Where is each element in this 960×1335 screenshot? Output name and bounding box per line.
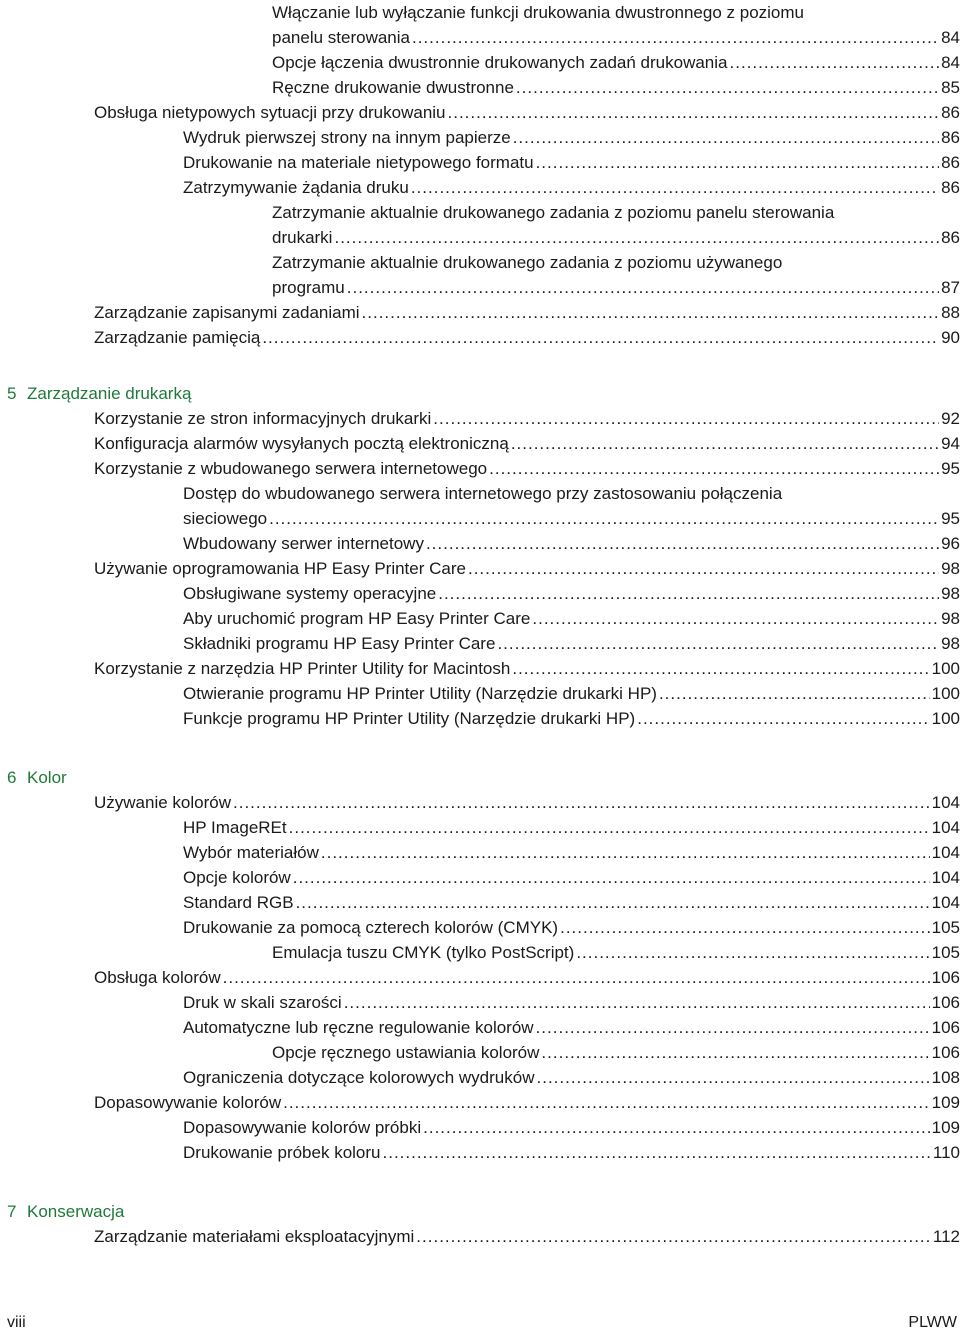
toc-entry[interactable]: [0, 915, 960, 940]
chapter-number: 6: [7, 768, 17, 787]
toc-leader-row: [183, 1140, 960, 1165]
toc-entry-line: [0, 150, 960, 175]
toc-entry[interactable]: [0, 456, 960, 481]
toc-entry[interactable]: [0, 125, 960, 150]
toc-entry[interactable]: [0, 940, 960, 965]
dot-leader: [344, 990, 930, 1015]
toc-page-number: 85: [941, 78, 960, 97]
toc-leader-row: [183, 840, 960, 865]
toc-entry-line: [0, 506, 960, 531]
toc-page-number: 109: [931, 1118, 960, 1137]
toc-page-number: 95: [941, 459, 960, 478]
dot-leader: [516, 75, 939, 100]
toc-entry-title: sieciowego: [183, 506, 269, 531]
toc-entry-line: [0, 1224, 960, 1249]
dot-leader: [489, 456, 939, 481]
toc-entry-title: Używanie kolorów: [94, 790, 233, 815]
dot-leader: [233, 790, 930, 815]
toc-entry-line: [0, 865, 960, 890]
toc-entry-title: Wbudowany serwer internetowy: [183, 531, 426, 556]
toc-entry-title: Dostęp do wbudowanego serwera internetowego przy zastosowaniu połączenia: [183, 484, 783, 503]
dot-leader: [512, 656, 929, 681]
toc-page-number: 98: [941, 584, 960, 603]
toc-entry-title: Obsługa kolorów: [94, 965, 223, 990]
toc-entry-title: HP ImageREt: [183, 815, 289, 840]
toc-entry-title: Zatrzymywanie żądania druku: [183, 175, 411, 200]
toc-leader-row: [183, 175, 960, 200]
page-number: viii: [7, 1314, 26, 1331]
dot-leader: [513, 125, 939, 150]
toc-entry-line: [0, 275, 960, 300]
toc-entry[interactable]: [0, 531, 960, 556]
toc-entry[interactable]: [0, 815, 960, 840]
toc-page-number: 104: [931, 868, 960, 887]
toc-entry-title: Druk w skali szarości: [183, 990, 344, 1015]
toc-entry-title: Zatrzymanie aktualnie drukowanego zadania z poziomu używanego: [272, 253, 783, 272]
toc-page-number: 86: [941, 228, 960, 247]
toc-leader-row: [183, 631, 960, 656]
toc-entry[interactable]: [0, 300, 960, 325]
dot-leader: [468, 556, 939, 581]
dot-leader: [511, 431, 939, 456]
toc-entry[interactable]: [0, 50, 960, 75]
toc-page-number: 106: [931, 1018, 960, 1037]
toc-entry-line: [0, 990, 960, 1015]
dot-leader: [536, 1015, 930, 1040]
toc-entry-title: Wydruk pierwszej strony na innym papierze: [183, 125, 513, 150]
dot-leader: [416, 1224, 931, 1249]
toc-page-number: 106: [931, 1043, 960, 1062]
toc-entry-line: [0, 200, 960, 225]
toc-leader-row: [183, 1115, 960, 1140]
toc-entry[interactable]: [0, 431, 960, 456]
dot-leader: [412, 25, 939, 50]
toc-page-number: 84: [941, 28, 960, 47]
toc-leader-row: [94, 965, 960, 990]
toc-page-number: 88: [941, 303, 960, 322]
toc-entry[interactable]: [0, 325, 960, 350]
toc-page-number: 100: [931, 709, 960, 728]
toc-leader-row: [183, 681, 960, 706]
dot-leader: [537, 1065, 930, 1090]
toc-page-number: 100: [931, 684, 960, 703]
toc-entry-title: Korzystanie ze stron informacyjnych drukarki: [94, 406, 433, 431]
toc-entry[interactable]: [0, 790, 960, 815]
toc-leader-row: [183, 581, 960, 606]
toc-entry[interactable]: [0, 1115, 960, 1140]
toc-entry-title: Standard RGB: [183, 890, 296, 915]
dot-leader: [532, 606, 939, 631]
toc-page-number: 108: [931, 1068, 960, 1087]
toc-entry-line: [0, 175, 960, 200]
toc-entry-line: [0, 581, 960, 606]
toc-entry-line: [0, 915, 960, 940]
toc-entry-line: [0, 606, 960, 631]
toc-entry[interactable]: [0, 631, 960, 656]
toc-leader-row: [272, 940, 960, 965]
toc-page-number: 98: [941, 634, 960, 653]
toc-entry-line: [0, 50, 960, 75]
toc-entry[interactable]: [0, 1224, 960, 1249]
toc-entry-title: programu: [272, 275, 347, 300]
toc-leader-row: [94, 325, 960, 350]
toc-entry-title: Dopasowywanie kolorów próbki: [183, 1115, 423, 1140]
toc-entry-line: [0, 940, 960, 965]
toc-leader-row: [272, 225, 960, 250]
toc-entry-line: [0, 1140, 960, 1165]
dot-leader: [321, 840, 930, 865]
document-code: PLWW: [908, 1314, 957, 1331]
toc-entry-title: Dopasowywanie kolorów: [94, 1090, 283, 1115]
toc-leader-row: [183, 125, 960, 150]
toc-entry-title: Włączanie lub wyłączanie funkcji drukowania dwustronnego z poziomu: [272, 3, 804, 22]
toc-leader-row: [94, 431, 960, 456]
toc-leader-row: [94, 456, 960, 481]
toc-leader-row: [183, 150, 960, 175]
toc-page-number: 104: [931, 843, 960, 862]
dot-leader: [448, 100, 940, 125]
toc-page-number: 105: [931, 918, 960, 937]
toc-entry-line: [0, 75, 960, 100]
dot-leader: [497, 631, 939, 656]
toc-page-number: 104: [931, 818, 960, 837]
toc-entry-line: [0, 531, 960, 556]
toc-entry-line: [0, 1015, 960, 1040]
toc-page-number: 92: [941, 409, 960, 428]
toc-entry[interactable]: [0, 890, 960, 915]
toc-entry[interactable]: [0, 0, 960, 50]
toc-entry-title: Automatyczne lub ręczne regulowanie kolorów: [183, 1015, 536, 1040]
toc-entry-title: Funkcje programu HP Printer Utility (Narzędzie drukarki HP): [183, 706, 637, 731]
dot-leader: [296, 890, 930, 915]
toc-entry-title: Emulacja tuszu CMYK (tylko PostScript): [272, 940, 576, 965]
toc-leader-row: [272, 25, 960, 50]
dot-leader: [536, 150, 940, 175]
toc-leader-row: [183, 990, 960, 1015]
toc-entry[interactable]: [0, 840, 960, 865]
toc-leader-row: [183, 815, 960, 840]
toc-page-number: 104: [931, 893, 960, 912]
toc-page-number: 95: [941, 509, 960, 528]
toc-page-number: 100: [931, 659, 960, 678]
toc-page-number: 84: [941, 53, 960, 72]
chapter-heading[interactable]: [7, 1199, 124, 1224]
toc-entry-line: [0, 325, 960, 350]
dot-leader: [433, 406, 939, 431]
toc-entry-title: panelu sterowania: [272, 25, 412, 50]
toc-leader-row: [183, 531, 960, 556]
toc-entry-line: [0, 431, 960, 456]
toc-entry-line: [0, 481, 960, 506]
toc-page-number: 112: [932, 1227, 960, 1246]
toc-page-number: 110: [932, 1143, 960, 1162]
toc-entry-line: [0, 890, 960, 915]
toc-entry-line: [0, 631, 960, 656]
toc-leader-row: [183, 1015, 960, 1040]
dot-leader: [334, 225, 939, 250]
toc-entry-title: Ręczne drukowanie dwustronne: [272, 75, 516, 100]
chapter-number: 7: [7, 1202, 17, 1221]
toc-entry-title: Używanie oprogramowania HP Easy Printer Care: [94, 556, 468, 581]
dot-leader: [637, 706, 929, 731]
chapter-title: Zarządzanie drukarką: [27, 384, 192, 403]
dot-leader: [289, 815, 930, 840]
dot-leader: [293, 865, 930, 890]
toc-entry-line: [0, 706, 960, 731]
toc-page-number: 104: [931, 793, 960, 812]
toc-entry-line: [0, 25, 960, 50]
toc-entry-title: Opcje kolorów: [183, 865, 293, 890]
toc-entry-line: [0, 125, 960, 150]
toc-entry-line: [0, 965, 960, 990]
toc-leader-row: [183, 1065, 960, 1090]
toc-entry-line: [0, 556, 960, 581]
dot-leader: [411, 175, 939, 200]
toc-entry-line: [0, 1065, 960, 1090]
toc-entry[interactable]: [0, 100, 960, 125]
toc-entry-title: Drukowanie na materiale nietypowego formatu: [183, 150, 536, 175]
toc-entry[interactable]: [0, 681, 960, 706]
toc-leader-row: [183, 890, 960, 915]
toc-page-number: 86: [941, 153, 960, 172]
toc-entry[interactable]: [0, 1090, 960, 1115]
toc-entry[interactable]: [0, 656, 960, 681]
toc-leader-row: [183, 506, 960, 531]
toc-entry[interactable]: [0, 75, 960, 100]
toc-page-number: 90: [941, 328, 960, 347]
dot-leader: [730, 50, 940, 75]
toc-entry-line: [0, 406, 960, 431]
toc-entry-title: Wybór materiałów: [183, 840, 321, 865]
toc-entry-line: [0, 250, 960, 275]
toc-leader-row: [183, 915, 960, 940]
toc-leader-row: [272, 75, 960, 100]
toc-entry-line: [0, 790, 960, 815]
toc-entry-line: [0, 840, 960, 865]
toc-entry-title: Korzystanie z narzędzia HP Printer Utility for Macintosh: [94, 656, 512, 681]
toc-entry-title: Obsługiwane systemy operacyjne: [183, 581, 438, 606]
toc-entry[interactable]: [0, 990, 960, 1015]
toc-leader-row: [94, 406, 960, 431]
toc-entry[interactable]: [0, 1015, 960, 1040]
toc-entry-title: Zarządzanie materiałami eksploatacyjnymi: [94, 1224, 416, 1249]
dot-leader: [541, 1040, 929, 1065]
toc-entry[interactable]: [0, 581, 960, 606]
toc-entry[interactable]: [0, 175, 960, 200]
toc-page-number: 106: [931, 993, 960, 1012]
toc-entry[interactable]: [0, 556, 960, 581]
toc-entry-title: Obsługa nietypowych sytuacji przy drukowaniu: [94, 100, 448, 125]
toc-page-number: 87: [941, 278, 960, 297]
dot-leader: [659, 681, 930, 706]
toc-entry-title: drukarki: [272, 225, 334, 250]
toc-entry-line: [0, 1090, 960, 1115]
dot-leader: [269, 506, 939, 531]
toc-entry[interactable]: [0, 250, 960, 300]
toc-page-number: 98: [941, 559, 960, 578]
toc-entry-title: Drukowanie próbek koloru: [183, 1140, 383, 1165]
toc-page-number: 96: [941, 534, 960, 553]
toc-entry-title: Ograniczenia dotyczące kolorowych wydruków: [183, 1065, 537, 1090]
toc-page-number: 106: [931, 968, 960, 987]
chapter-title: Kolor: [27, 768, 67, 787]
toc-page-number: 86: [941, 128, 960, 147]
toc-entry-line: [0, 0, 960, 25]
toc-leader-row: [183, 706, 960, 731]
toc-page-number: 94: [941, 434, 960, 453]
toc-entry-line: [0, 100, 960, 125]
toc-page-number: 98: [941, 609, 960, 628]
toc-entry[interactable]: [0, 481, 960, 531]
dot-leader: [426, 531, 939, 556]
toc-entry[interactable]: [0, 606, 960, 631]
toc-entry-title: Zarządzanie zapisanymi zadaniami: [94, 300, 362, 325]
toc-entry-line: [0, 1040, 960, 1065]
toc-entry[interactable]: [0, 406, 960, 431]
toc-leader-row: [183, 865, 960, 890]
dot-leader: [560, 915, 930, 940]
toc-entry[interactable]: [0, 150, 960, 175]
toc-leader-row: [183, 606, 960, 631]
toc-entry[interactable]: [0, 1140, 960, 1165]
dot-leader: [223, 965, 930, 990]
toc-leader-row: [94, 556, 960, 581]
dot-leader: [438, 581, 939, 606]
toc-entry-title: Zarządzanie pamięcią: [94, 325, 262, 350]
toc-entry-title: Otwieranie programu HP Printer Utility (Narzędzie drukarki HP): [183, 681, 659, 706]
toc-entry[interactable]: [0, 965, 960, 990]
dot-leader: [362, 300, 940, 325]
chapter-number: 5: [7, 384, 17, 403]
dot-leader: [262, 325, 939, 350]
toc-leader-row: [94, 790, 960, 815]
chapter-heading[interactable]: [7, 765, 67, 790]
dot-leader: [423, 1115, 930, 1140]
dot-leader: [576, 940, 929, 965]
toc-entry-line: [0, 225, 960, 250]
toc-leader-row: [272, 275, 960, 300]
toc-entry-title: Opcje łączenia dwustronnie drukowanych zadań drukowania: [272, 50, 730, 75]
toc-entry-line: [0, 815, 960, 840]
toc-page-number: 86: [941, 178, 960, 197]
toc-leader-row: [94, 656, 960, 681]
toc-entry-line: [0, 1115, 960, 1140]
toc-entry-title: Konfiguracja alarmów wysyłanych pocztą elektroniczną: [94, 431, 511, 456]
toc-entry-line: [0, 656, 960, 681]
toc-leader-row: [94, 1224, 960, 1249]
toc-entry-title: Składniki programu HP Easy Printer Care: [183, 631, 497, 656]
chapter-heading[interactable]: [7, 381, 191, 406]
toc-entry[interactable]: [0, 706, 960, 731]
toc-leader-row: [272, 1040, 960, 1065]
toc-entry[interactable]: [0, 1040, 960, 1065]
toc-page-number: 105: [931, 943, 960, 962]
toc-leader-row: [94, 1090, 960, 1115]
toc-entry-title: Korzystanie z wbudowanego serwera internetowego: [94, 456, 489, 481]
toc-page-number: 109: [931, 1093, 960, 1112]
toc-entry[interactable]: [0, 200, 960, 250]
toc-entry-title: Aby uruchomić program HP Easy Printer Care: [183, 606, 532, 631]
dot-leader: [383, 1140, 931, 1165]
toc-page-number: 86: [941, 103, 960, 122]
dot-leader: [347, 275, 939, 300]
dot-leader: [283, 1090, 930, 1115]
toc-entry-line: [0, 681, 960, 706]
toc-leader-row: [272, 50, 960, 75]
toc-entry-title: Zatrzymanie aktualnie drukowanego zadania z poziomu panelu sterowania: [272, 203, 835, 222]
toc-leader-row: [94, 100, 960, 125]
toc-leader-row: [94, 300, 960, 325]
toc-entry[interactable]: [0, 865, 960, 890]
toc-entry-title: Drukowanie za pomocą czterech kolorów (CMYK): [183, 915, 560, 940]
chapter-title: Konserwacja: [27, 1202, 125, 1221]
toc-entry-title: Opcje ręcznego ustawiania kolorów: [272, 1040, 541, 1065]
toc-entry-line: [0, 300, 960, 325]
toc-entry-line: [0, 456, 960, 481]
toc-entry[interactable]: [0, 1065, 960, 1090]
